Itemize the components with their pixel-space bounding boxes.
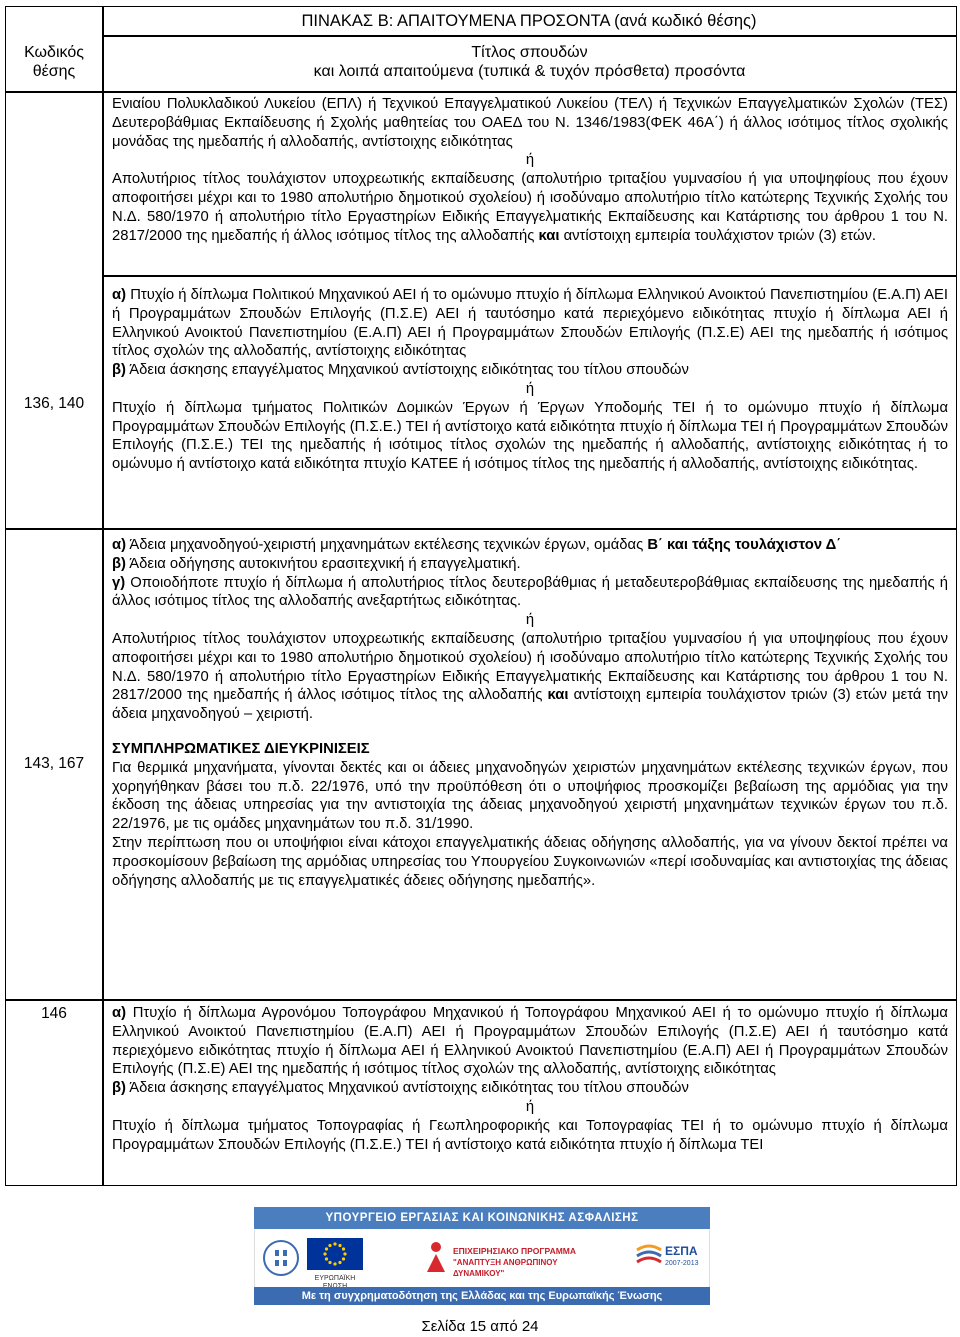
page-number: Σελίδα 15 από 24 [421,1318,539,1335]
logos-strip [254,1230,710,1287]
table-title: ΠΙΝΑΚΑΣ Β: ΑΠΑΙΤΟΥΜΕΝΑ ΠΡΟΣΟΝΤΑ (ανά κωδικό θέσης) [301,12,757,30]
espa-logo: ΕΣΠΑ 2007-2013 [635,1238,705,1278]
row-general-requirements: Ενιαίου Πολυκλαδικού Λυκείου (ΕΠΛ) ή Τεχνικού Επαγγελματικού Λυκείου (ΤΕΛ) ή Τεχνικών Επαγγελματικών Σχολών (ΤΕΣ) Δευτεροβάθμιας Εκπαίδευσης ή Σχολής μαθητείας του ΟΑΕΔ του Ν. 1346/1983(ΦΕΚ 46Α΄) ή άλλος ισότιμος τίτλος σχολικής μονάδας της ημεδαπής ή αλλοδαπής, αντίστοιχης ειδικότητας ή Απολυτήριος τίτλος τουλάχιστον υποχρεωτικής εκπαίδευσης (απολυτήριο τριταξίου γυμνασίου ή για υποψηφίους που έχουν αποφοιτήσει μέχρι και το 1980 απολυτήριο δημοτικού σχολείου) ή ισοδύναμο απολυτήριο τίτλο κατώτερης Τεχνικής Σχολής του Ν.Δ. 580/1970 ή απολυτήριο τίτλο Εργαστηρίων Ειδικής Επαγγελματικής Εκπαίδευσης και Κατάρτισης του άρθρου 1 του Ν. 2817/2000 της ημεδαπής ή άλλος ισότιμος τίτλος της αλλοδαπής και αντίστοιχη εμπειρία τουλάχιστον τριών (3) ετών. [112,96,948,244]
code-column-header: Κωδικός θέσης [24,44,84,80]
qualifications-column-header: Τίτλος σπουδών και λοιπά απαιτούμενα (τυπικά & τυχόν πρόσθετα) προσόντα [313,44,746,80]
ministry-banner: ΥΠΟΥΡΓΕΙΟ ΕΡΓΑΣΙΑΣ ΚΑΙ ΚΟΙΝΩΝΙΚΗΣ ΑΣΦΑΛΙΣΗΣ [254,1207,710,1229]
row-143-167: α) Άδεια μηχανοδηγού-χειριστή μηχανημάτων εκτέλεσης τεχνικών έργων, ομάδας Β΄ και τάξης τουλάχιστον Δ΄ β) Άδεια οδήγησης αυτοκινήτου ερασιτεχνική ή επαγγελματική. γ) Οποιοδήποτε πτυχίο ή δίπλωμα ή απολυτήριος τίτλος δευτεροβάθμιας ή μεταδευτεροβάθμιας εκπαίδευσης της ημεδαπής ή άλλος ισότιμος τίτλος της αλλοδαπής ανεξαρτήτως ειδικότητας. ή Απολυτήριος τίτλος τουλάχιστον υποχρεωτικής εκπαίδευσης (απολυτήριο τριταξίου γυμνασίου ή για υποψηφίους που έχουν αποφοιτήσει μέχρι και το 1980 απολυτήριο δημοτικού σχολείου) ή ισοδύναμο απολυτήριο τίτλο κατώτερης Τεχνικής Σχολής του Ν.Δ. 580/1970 ή απολυτήριο τίτλο Εργαστηρίων Ειδικής Επαγγελματικής Εκπαίδευσης και Κατάρτισης του άρθρου 1 του Ν. 2817/2000 της ημεδαπής ή άλλος ισότιμος τίτλος της αλλοδαπής και αντίστοιχη εμπειρία τουλάχιστον τριών (3) ετών μετά την άδεια μηχανοδηγού – χειριστή. ΣΥΜΠΛΗΡΩΜΑΤΙΚΕΣ ΔΙΕΥΚΡΙΝΙΣΕΙΣ Για θερμικά μηχανήματα, γίνονται δεκτές και οι άδειες μηχανοδηγών χειριστών μηχανημάτων εκτέλεσης τεχνικών έργων, που χορηγήθηκαν βάσει του π.δ. 22/1976, υπό την προϋπόθεση ότι ο υποψήφιος προσκομίζει βεβαίωση της αρμόδιας για την έκδοση της άδειας υπηρεσίας για την αντιστοιχία της άδειας μηχανοδηγού χειριστή μηχανημάτων τεχνικών έργων του π.δ. 22/1976, με τις ομάδες μηχανημάτων του π.δ. 31/1990. Στην περίπτωση που οι υποψήφιοι είναι κάτοχοι επαγγελματικής άδειας οδήγησης αλλοδαπής, για να γίνουν δεκτοί πρέπει να προσκομίσουν βεβαίωση της αρμόδιας υπηρεσίας του Υπουργείου Συγκοινωνιών «περί ισοδυναμίας και αντιστοιχίας της άδειας οδήγησης αλλοδαπής με τις επαγγελματικές άδειες οδήγησης ημεδαπής». [112,537,948,889]
footer-logos [254,1207,710,1312]
position-code-146: 146 [41,1005,67,1022]
row-136-140: α) Πτυχίο ή δίπλωμα Πολιτικού Μηχανικού ΑΕΙ ή το ομώνυμο πτυχίο ή δίπλωμα Ελληνικού Ανοικτού Πανεπιστημίου (Ε.Α.Π) ΑΕΙ ή Προγραμμάτων Σπουδών Επιλογής (Π.Σ.Ε) ΑΕΙ ή ταυτόσημο κατά περιεχόμενο ειδικότητας πτυχίο ή δίπλωμα ΑΕΙ ή Ελληνικού Ανοικτού Πανεπιστημίου (Ε.Α.Π) ΑΕΙ ή Προγραμμάτων Σπουδών Επιλογής (Π.Σ.Ε) ΑΕΙ της ημεδαπής ή ισότιμος τίτλος σχολών της αλλοδαπής, αντίστοιχης ειδικότητας β) Άδεια άσκησης επαγγέλματος Μηχανικού αντίστοιχης ειδικότητας του τίτλου σπουδών ή Πτυχίο ή δίπλωμα τμήματος Πολιτικών Δομικών Έργων ή Έργων Υποδομής ΤΕΙ ή το ομώνυμο πτυχίο ή δίπλωμα Προγραμμάτων Σπουδών Επιλογής (Π.Σ.Ε.) ΤΕΙ ή αντίστοιχο κατά ειδικότητα πτυχίο ή δίπλωμα ΤΕΙ ή Προγραμμάτων Σπουδών Επιλογής (Π.Σ.Ε.) ΤΕΙ της ημεδαπής ή ισότιμος τίτλος σχολών της ημεδαπής ή αλλοδαπής, αντίστοιχης ειδικότητας ή το ομώνυμο ή αντίστοιχο κατά ειδικότητα πτυχίο ΚΑΤΕΕ ή ισότιμος τίτλος της ημεδαπής ή αλλοδαπής, αντίστοιχης ειδικότητας. [112,287,948,473]
row-146: α) Πτυχίο ή δίπλωμα Αγρονόμου Τοπογράφου Μηχανικού ή Τοπογράφου Μηχανικού ΑΕΙ ή το ομώνυμο πτυχίο ή δίπλωμα Ελληνικού Ανοικτού Πανεπιστημίου (Ε.Α.Π) ΑΕΙ ή Προγραμμάτων Σπουδών Επιλογής (Π.Σ.Ε) ΑΕΙ ή ταυτόσημο κατά περιεχόμενο ειδικότητας πτυχίο ή δίπλωμα ΑΕΙ ή Ελληνικού Ανοικτού Πανεπιστημίου (Ε.Α.Π) ΑΕΙ ή Προγραμμάτων Σπουδών Επιλογής (Π.Σ.Ε) ΑΕΙ της ημεδαπής ή ισότιμος τίτλος σχολών της αλλοδαπής, αντίστοιχης ειδικότητας β) Άδεια άσκησης επαγγέλματος Μηχανικού αντίστοιχης ειδικότητας του τίτλου σπουδών ή Πτυχίο ή δίπλωμα τμήματος Τοπογραφίας ή Γεωπληροφορικής και Τοπογραφίας ΤΕΙ ή το ομώνυμο πτυχίο ή δίπλωμα Προγραμμάτων Σπουδών Επιλογής (Π.Σ.Ε.) ΤΕΙ ή αντίστοιχο κατά ειδικότητα πτυχίο ή δίπλωμα ΤΕΙ [112,1005,948,1153]
position-code-143-167: 143, 167 [23,755,85,772]
eu-flag-logo: ΕΥΡΩΠΑΪΚΗ [307,1238,363,1278]
greek-emblem-logo [261,1238,301,1278]
notes-title: ΣΥΜΠΛΗΡΩΜΑΤΙΚΕΣ ΔΙΕΥΚΡΙΝΙΣΕΙΣ [112,740,370,757]
position-code-136-140: 136, 140 [23,395,85,412]
operational-program-logo: ΕΠΙΧΕΙΡΗΣΙΑΚΟ ΠΡΟΓΡΑΜΜΑ "ΑΝΑΠΤΥΞΗ ΑΝΘΡΩΠΙΝΟΥ ΔΥΝΑΜΙΚΟΥ" [423,1238,593,1278]
requirements-table [5,6,957,1186]
cofunding-band: Με τη συγχρηματοδότηση της Ελλάδας και της Ευρωπαϊκής Ένωσης [254,1287,710,1305]
